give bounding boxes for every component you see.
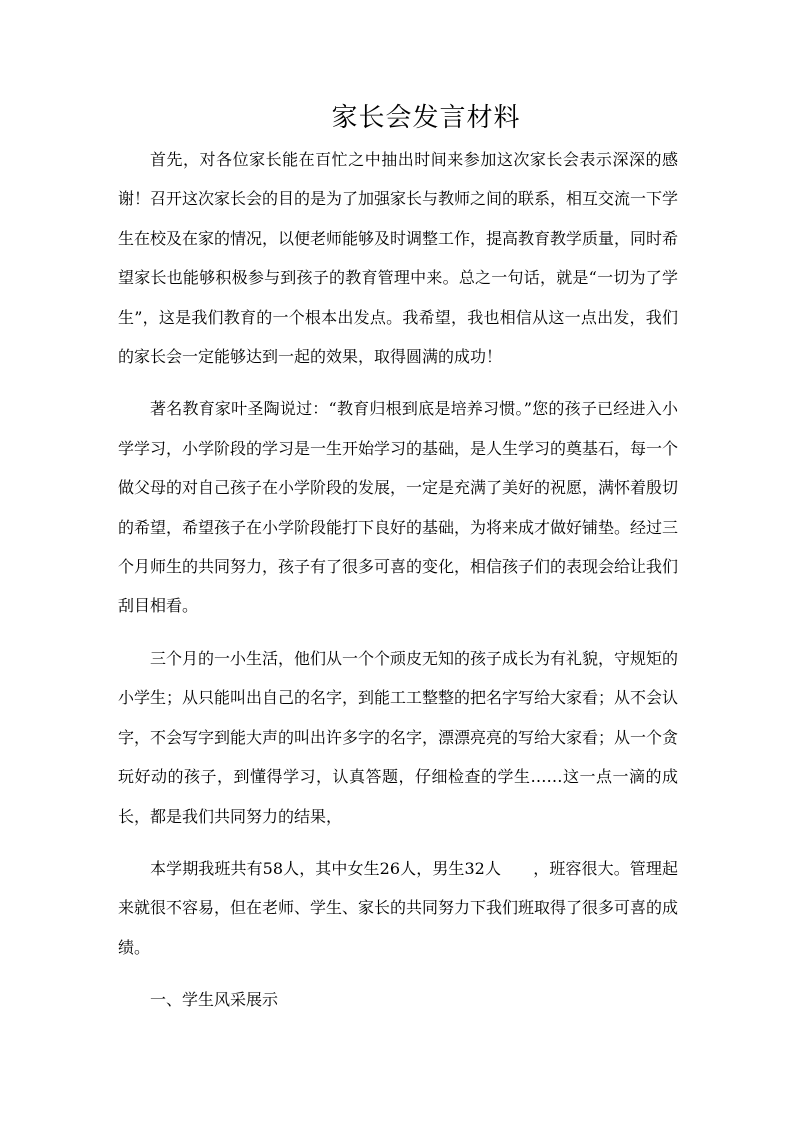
paragraph-growth: 三个月的一小生活，他们从一个个顽皮无知的孩子成长为有礼貌，守规矩的小学生；从只能叫出自己的名字，到能工工整整的把名字写给大家看；从不会认字，不会写字到能大声的叫出许多字的名字，漂漂亮亮的写给大家看；从一个贪玩好动的孩子，到懂得学习，认真答题，仔细检查的学生……这一点一滴的成长，都是我们共同努力的结果， <box>118 648 679 826</box>
paragraph-opening: 首先，对各位家长能在百忙之中抽出时间来参加这次家长会表示深深的感谢！召开这次家长会的目的是为了加强家长与教师之间的联系，相互交流一下学生在校及在家的情况，以便老师能够及时调整工作，提高教育教学质量，同时希望家长也能够积极参与到孩子的教育管理中来。总之一句话，就是“一切为了学生”，这是我们教育的一个根本出发点。我希望，我也相信从这一点出发，我们的家长会一定能够达到一起的效果，取得圆满的成功！ <box>118 150 679 367</box>
paragraph-quote: 著名教育家叶圣陶说过：“教育归根到底是培养习惯。”您的孩子已经进入小学学习，小学阶段的学习是一生开始学习的基础，是人生学习的奠基石，每一个做父母的对自己孩子在小学阶段的发展，一定是充满了美好的祝愿，满怀着殷切的希望，希望孩子在小学阶段能打下良好的基础，为将来成才做好铺垫。经过三个月师生的共同努力，孩子有了很多可喜的变化，相信孩子们的表现会给让我们刮目相看。 <box>118 399 679 616</box>
paragraph-class-info: 本学期我班共有58人，其中女生26人，男生32人 ，班容很大。管理起来就很不容易，但在老师、学生、家长的共同努力下我们班取得了很多可喜的成绩。 <box>118 858 679 957</box>
section-heading: 一、学生风采展示 <box>150 990 279 1010</box>
document-body <box>118 140 678 1020</box>
document-title: 家长会发言材料 <box>331 103 521 133</box>
